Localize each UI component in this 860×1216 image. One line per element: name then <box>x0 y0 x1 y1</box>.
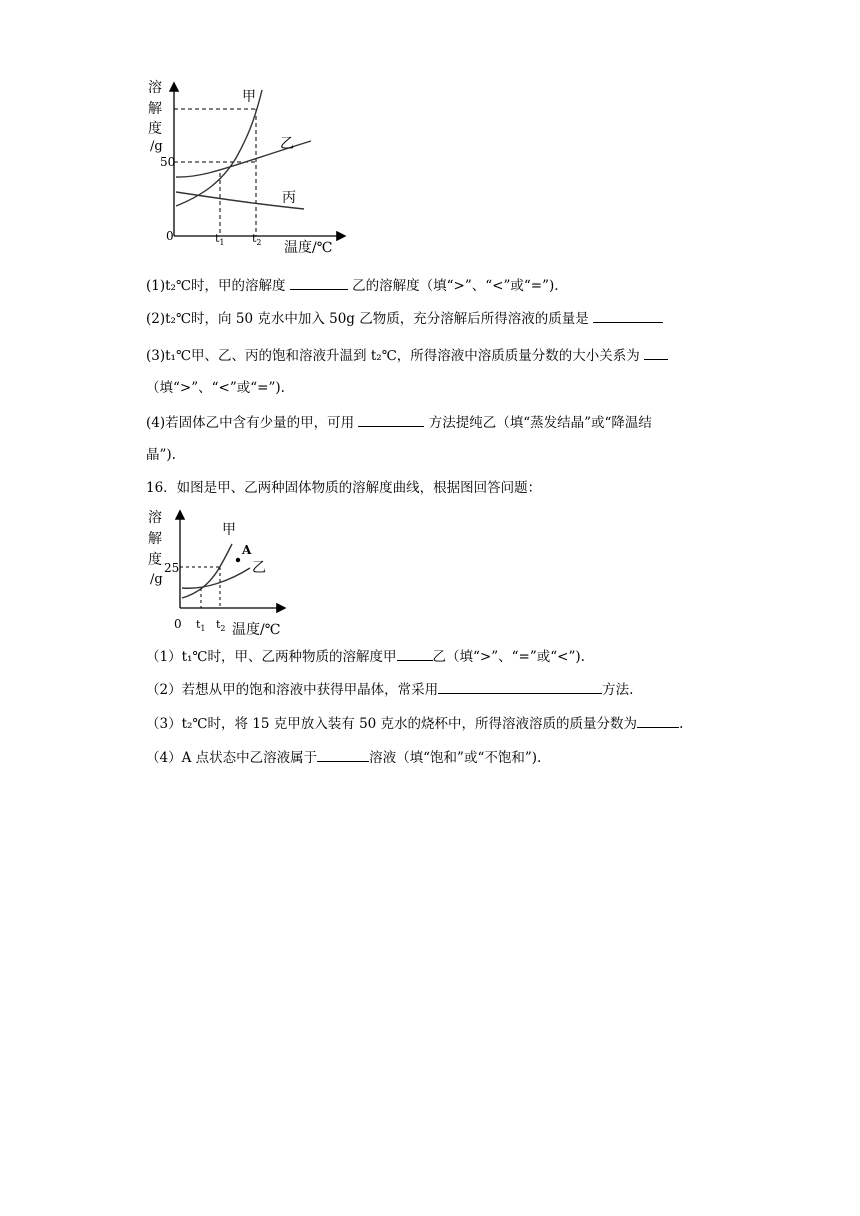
q16-stem-text: 16．如图是甲、乙两种固体物质的溶解度曲线，根据图回答问题： <box>146 480 542 496</box>
q16-part3-text-b: . <box>679 716 684 732</box>
q16-part2-text-b: 方法. <box>602 682 634 698</box>
curve-jia <box>176 90 262 206</box>
q16-part4 <box>146 747 846 768</box>
curve-yi <box>182 568 250 588</box>
q15-part3 <box>146 345 826 366</box>
x-axis-label: 温度/℃ <box>284 240 333 256</box>
answer-blank[interactable] <box>593 308 663 323</box>
label-bing: 丙 <box>282 190 296 206</box>
q15-part2-text-a: (2)t₂℃时，向 50 克水中加入 50g 乙物质，充分溶解后所得溶液的质量是 <box>146 311 594 327</box>
q16-part1-text-a: （1）t₁℃时，甲、乙两种物质的溶解度甲 <box>146 649 397 665</box>
q15-part1 <box>146 275 826 296</box>
x-tick-t2: $t_2$ <box>216 618 226 633</box>
q15-part4 <box>146 412 826 433</box>
y-axis-label-4: /g <box>150 572 163 587</box>
q16-part1-text-b: 乙（填“>”、“=”或“<”). <box>432 649 585 665</box>
point-a <box>236 558 240 562</box>
y-axis-label-1: 溶 <box>148 80 162 96</box>
label-jia: 甲 <box>242 89 256 105</box>
q16-part4-text-b: 溶液（填“饱和”或“不饱和”). <box>369 750 542 766</box>
q16-part2 <box>146 679 846 700</box>
origin-label: 0 <box>174 617 182 631</box>
q16-stem <box>146 478 826 498</box>
y-tick-label: 25 <box>164 561 180 575</box>
y-axis-label-4: /g <box>150 139 163 154</box>
y-axis-label-2: 解 <box>148 101 162 117</box>
answer-blank[interactable] <box>290 275 348 290</box>
q16-part3-text-a: （3）t₂℃时，将 15 克甲放入装有 50 克水的烧杯中，所得溶液溶质的质量分数为 <box>146 716 638 732</box>
q15-part3-text-a: (3)t₁℃甲、乙、丙的饱和溶液升温到 t₂℃，所得溶液中溶质质量分数的大小关系为 <box>146 348 645 364</box>
q15-part4-text-b: 方法提纯乙（填“蒸发结晶”或“降温结 <box>424 415 652 431</box>
q15-part2 <box>146 308 826 329</box>
q15-part1-text-a: (1)t₂℃时，甲的溶解度 <box>146 278 290 294</box>
point-a-label: A <box>242 543 252 557</box>
q15-part4-text-c: 晶”). <box>146 447 176 463</box>
q15-part4-cont <box>146 445 826 465</box>
q15-part3-text-b: （填“>”、“<”或“=”). <box>146 380 285 396</box>
y-axis-label-1: 溶 <box>148 510 162 526</box>
origin-label: 0 <box>166 229 174 243</box>
answer-blank[interactable] <box>358 412 424 427</box>
label-jia: 甲 <box>222 522 236 538</box>
q16-part1 <box>146 646 846 667</box>
solubility-chart-1 <box>146 78 356 260</box>
x-tick-t1: $t_1$ <box>196 618 206 633</box>
y-axis-label-3: 度 <box>148 121 162 137</box>
q15-part1-text-b: 乙的溶解度（填“>”、“<”或“=”). <box>347 278 559 294</box>
y-axis-label-2: 解 <box>148 531 162 547</box>
answer-blank[interactable] <box>397 646 433 661</box>
answer-blank[interactable] <box>637 713 679 728</box>
q16-part2-text-a: （2）若想从甲的饱和溶液中获得甲晶体，常采用 <box>146 682 439 698</box>
q16-part3 <box>146 713 846 734</box>
curve-jia <box>182 544 232 598</box>
answer-blank[interactable] <box>317 747 369 762</box>
x-tick-t1: $t_1$ <box>215 232 225 247</box>
x-axis-label: 温度/℃ <box>232 622 281 638</box>
q16-part4-text-a: （4）A 点状态中乙溶液属于 <box>146 750 318 766</box>
y-tick-label: 50 <box>160 155 176 169</box>
x-tick-t2: $t_2$ <box>252 232 262 247</box>
answer-blank[interactable] <box>644 345 668 360</box>
y-axis-label-3: 度 <box>148 552 162 568</box>
q15-part3-cont <box>146 378 826 398</box>
q15-part4-text-a: (4)若固体乙中含有少量的甲，可用 <box>146 415 359 431</box>
solubility-chart-2 <box>146 508 296 640</box>
label-yi: 乙 <box>280 136 294 152</box>
answer-blank[interactable] <box>438 679 602 694</box>
label-yi: 乙 <box>252 560 266 576</box>
